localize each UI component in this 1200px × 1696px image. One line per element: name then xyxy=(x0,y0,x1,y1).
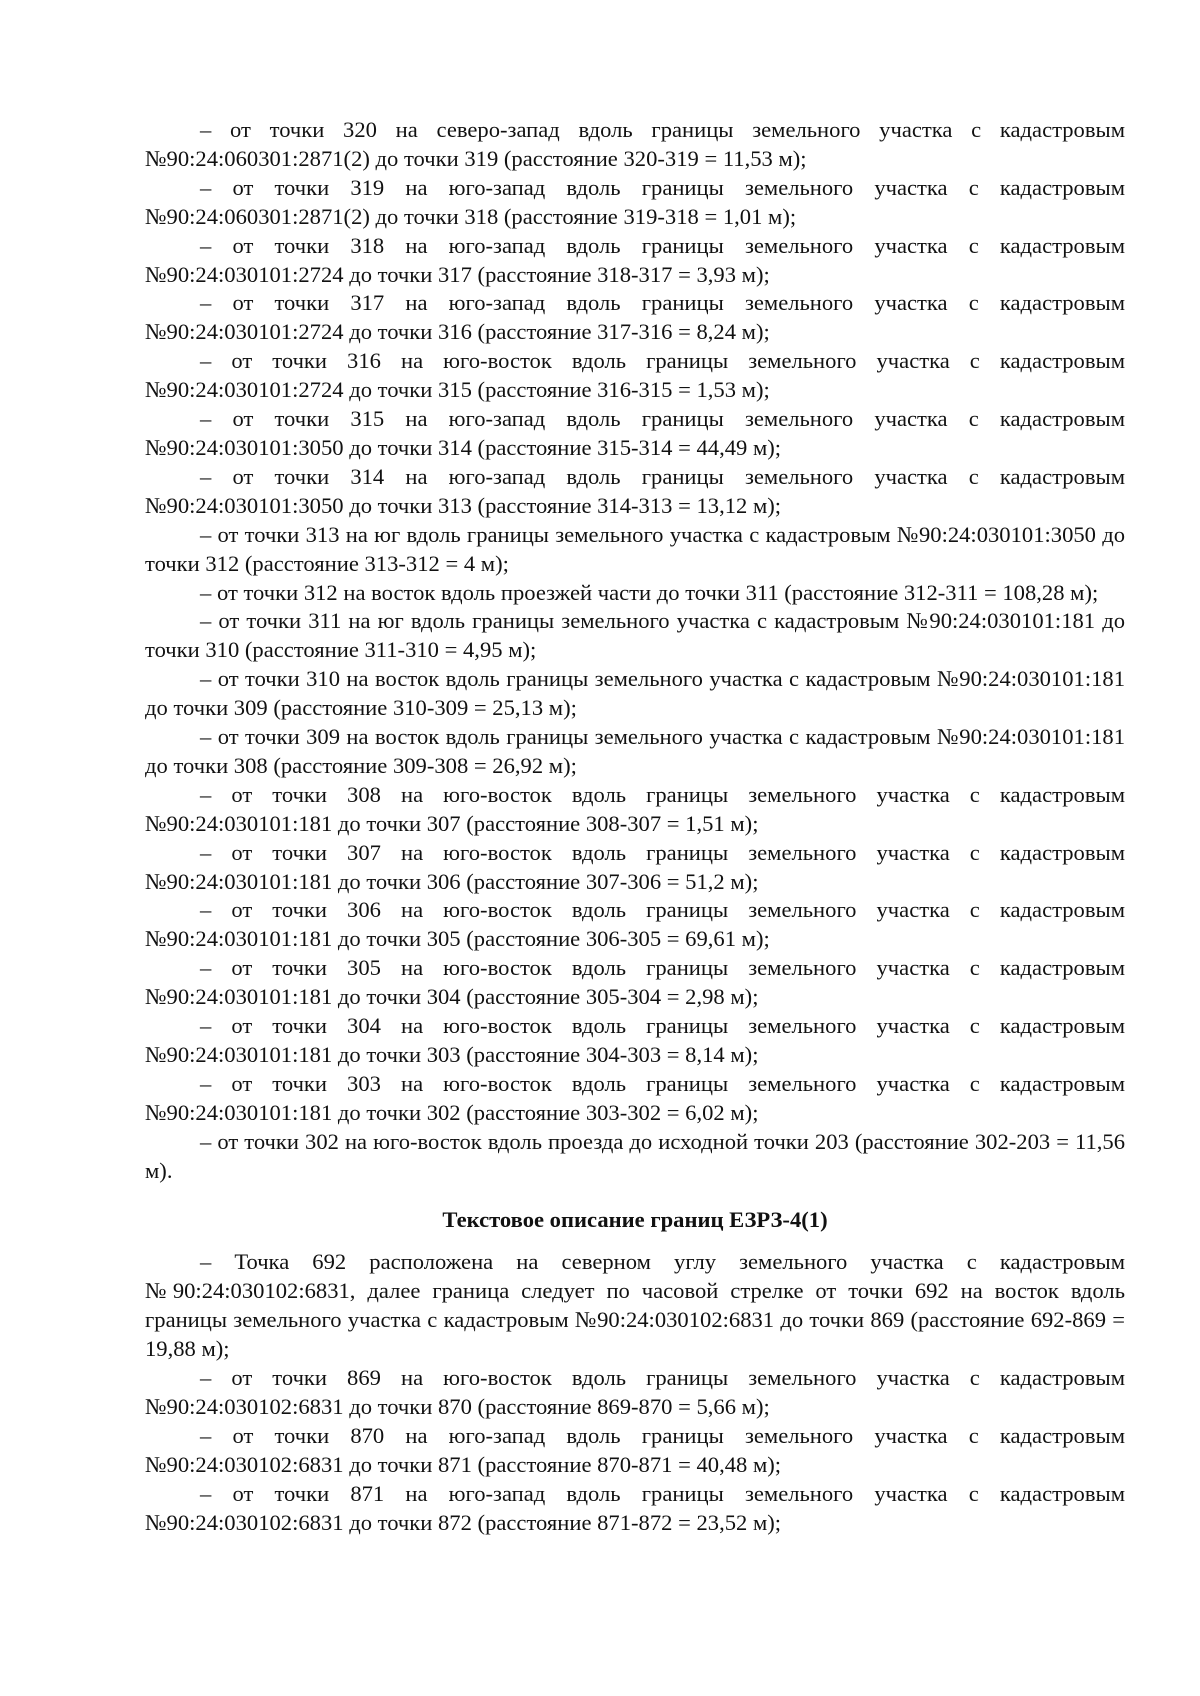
boundary-paragraph: – от точки 869 на юго-восток вдоль границы земельного участка с кадастровым №90:24:030102:6831 до точки 870 (расстояние 869-870 = 5,66 м); xyxy=(145,1365,1125,1419)
boundary-paragraph: – от точки 303 на юго-восток вдоль границы земельного участка с кадастровым №90:24:030101:181 до точки 302 (расстояние 303-302 = 6,02 м); xyxy=(145,1070,1125,1125)
boundary-paragraph: – от точки 307 на юго-восток вдоль границы земельного участка с кадастровым №90:24:030101:181 до точки 306 (расстояние 307-306 = 51,2 м); xyxy=(145,839,1125,894)
boundary-paragraph: – от точки 311 на юг вдоль границы земельного участка с кадастровым №90:24:030101:181 до точки 310 (расстояние 311-310 = 4,95 м); xyxy=(145,608,1125,663)
boundary-paragraph: – от точки 310 на восток вдоль границы земельного участка с кадастровым №90:24:030101:181 до точки 309 (расстояние 310-309 = 25,13 м); xyxy=(145,666,1125,721)
boundary-paragraph: – от точки 308 на юго-восток вдоль границы земельного участка с кадастровым №90:24:030101:181 до точки 307 (расстояние 308-307 = 1,51 м); xyxy=(145,781,1125,836)
boundary-paragraph: – от точки 305 на юго-восток вдоль границы земельного участка с кадастровым №90:24:030101:181 до точки 304 (расстояние 305-304 = 2,98 м); xyxy=(145,955,1125,1010)
boundary-paragraph: – от точки 304 на юго-восток вдоль границы земельного участка с кадастровым №90:24:030101:181 до точки 303 (расстояние 304-303 = 8,14 м); xyxy=(145,1013,1125,1067)
boundary-list-bottom xyxy=(145,1248,1125,1537)
boundary-paragraph: – от точки 315 на юго-запад вдоль границы земельного участка с кадастровым №90:24:030101:3050 до точки 314 (расстояние 315-314 = 44,49 м); xyxy=(145,406,1125,460)
boundary-paragraph: – от точки 319 на юго-запад вдоль границы земельного участка с кадастровым №90:24:060301:2871(2) до точки 318 (расстояние 319-318 = 1,01 м); xyxy=(145,174,1125,229)
boundary-paragraph: – от точки 314 на юго-запад вдоль границы земельного участка с кадастровым №90:24:030101:3050 до точки 313 (расстояние 314-313 = 13,12 м); xyxy=(145,463,1125,518)
boundary-paragraph: – от точки 317 на юго-запад вдоль границы земельного участка с кадастровым №90:24:030101:2724 до точки 316 (расстояние 317-316 = 8,24 м); xyxy=(145,290,1125,345)
boundary-paragraph: – от точки 871 на юго-запад вдоль границы земельного участка с кадастровым №90:24:030102:6831 до точки 872 (расстояние 871-872 = 23,52 м); xyxy=(145,1480,1125,1535)
section-heading: Текстовое описание границ ЕЗРЗ-4(1) xyxy=(442,1206,828,1232)
boundary-paragraph: – от точки 313 на юг вдоль границы земельного участка с кадастровым №90:24:030101:3050 до точки 312 (расстояние 313-312 = 4 м); xyxy=(145,521,1125,576)
boundary-paragraph: – от точки 309 на восток вдоль границы земельного участка с кадастровым №90:24:030101:181 до точки 308 (расстояние 309-308 = 26,92 м); xyxy=(145,724,1125,778)
document-page xyxy=(145,116,1125,1538)
boundary-paragraph: – от точки 316 на юго-восток вдоль границы земельного участка с кадастровым №90:24:030101:2724 до точки 315 (расстояние 316-315 = 1,53 м); xyxy=(145,348,1125,403)
boundary-paragraph: – Точка 692 расположена на северном углу земельного участка с кадастровым №90:24:030102:6831, далее граница следует по часовой стрелке от точки 692 на восток вдоль границы земельного участка с кадастровым №90:24:030102:6831 до точки 869 (расстояние 692-869 = 19,88 м); xyxy=(145,1249,1125,1362)
boundary-paragraph: – от точки 320 на северо-запад вдоль границы земельного участка с кадастровым №90:24:060301:2871(2) до точки 319 (расстояние 320-319 = 11,53 м); xyxy=(145,117,1125,171)
boundary-paragraph: – от точки 302 на юго-восток вдоль проезда до исходной точки 203 (расстояние 302-203 = 11,56 м). xyxy=(145,1128,1125,1183)
boundary-paragraph: – от точки 312 на восток вдоль проезжей части до точки 311 (расстояние 312-311 = 108,28 м); xyxy=(200,579,1099,605)
boundary-paragraph: – от точки 306 на юго-восток вдоль границы земельного участка с кадастровым №90:24:030101:181 до точки 305 (расстояние 306-305 = 69,61 м); xyxy=(145,897,1125,952)
boundary-paragraph: – от точки 318 на юго-запад вдоль границы земельного участка с кадастровым №90:24:030101:2724 до точки 317 (расстояние 318-317 = 3,93 м); xyxy=(145,232,1125,287)
boundary-paragraph: – от точки 870 на юго-запад вдоль границы земельного участка с кадастровым №90:24:030102:6831 до точки 871 (расстояние 870-871 = 40,48 м); xyxy=(145,1422,1125,1477)
boundary-list-top xyxy=(145,116,1125,1186)
